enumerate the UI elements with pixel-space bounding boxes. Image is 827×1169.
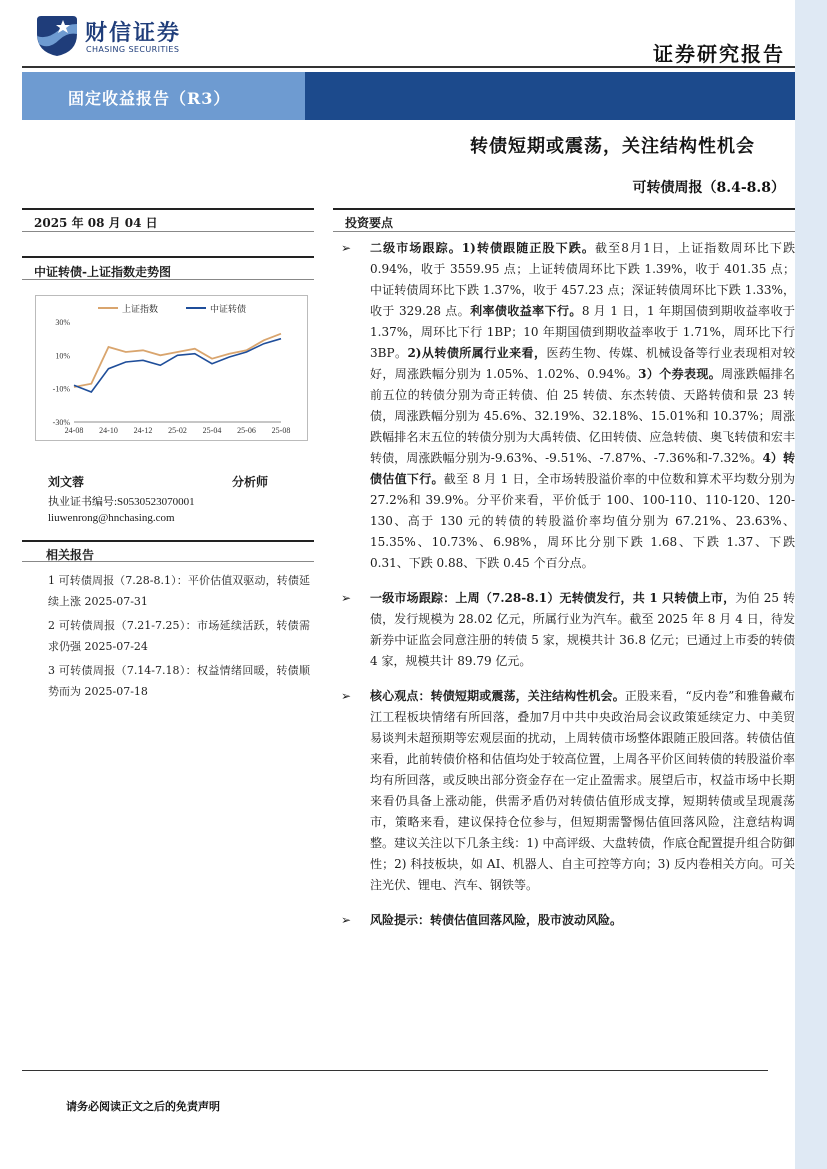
report-title: 转债短期或震荡，关注结构性机会: [470, 136, 755, 157]
brand-logo-mark: [33, 12, 79, 58]
arrow-bullet-icon: ➢: [341, 241, 352, 255]
y-tick-label: -30%: [52, 418, 70, 427]
y-tick-label: -10%: [52, 384, 70, 394]
brand-name-en: CHASING SECURITIES: [86, 45, 180, 54]
arrow-bullet-icon: ➢: [341, 689, 352, 703]
bullet-lead: 核心观点：转债短期或震荡，关注结构性机会。: [370, 689, 625, 703]
banner-accent: [22, 72, 305, 120]
analyst-email[interactable]: liuwenrong@hnchasing.com: [48, 512, 175, 524]
bullet-text: 截至 8 月 1 日，全市场转股溢价率的中位数和算术平均数分别为 27.2%和 39.9%。分平价来看，平价低于 100、100-110、110-120、120-130、高于 130 元的转债的转股溢价率均值分别为 67.21%、23.63%、15.35%、10.73%、6.98%，周环比分别下跌 1.68、下跌 1.37、下跌 0.31、下跌 0.88、下跌 0.45 个百分点。: [370, 472, 795, 570]
disclaimer[interactable]: 请务必阅读正文之后的免责声明: [66, 1100, 220, 1113]
y-axis: [53, 318, 281, 427]
y-tick-label: 30%: [55, 318, 70, 327]
bullet-text: 医药生物、传媒、机械设备等行业表现相对较好，周涨跌幅分别为 1.05%、1.02%、0.94%。: [370, 346, 796, 381]
bullet-text: 正股来看，“反内卷”和雅鲁藏布江工程板块情绪有所回落，叠加7月中共中央政治局会议政策延续定力、中美贸易谈判未超预期等宏观层面的扰动，上周转债市场整体跟随正股回落。转债估值来看，此前转债价格和估值均处于较高位置，上周各平价区间转债的转股溢价率均有所回落，或反映出部分资金存在一定止盈需求。展望后市，权益市场中长期来看仍具备上涨动能，供需矛盾仍对转债估值形成支撑，短期转债或呈现震荡市，策略来看，建议保持仓位参与，但短期需警惕估值回落风险，注意结构调整。建议关注以下几条主线：1) 中高评级、大盘转债，作底仓配置提升组合防御性；2) 科技板块，如 AI、机器人、自主可控等方向；3) 反内卷相关方向。可关注光伏、锂电、汽车、钢铁等。: [370, 689, 795, 892]
legend-label-shanghai: 上证指数: [122, 304, 159, 314]
series-line-shanghai: [74, 334, 281, 387]
bullet-bold: 4）转债估值下行。: [370, 451, 795, 486]
bullet-bold: 利率债收益率下行。: [470, 304, 582, 318]
y-tick-label: 10%: [55, 351, 70, 361]
category-banner: [22, 72, 795, 120]
x-tick-label: 25-08: [271, 426, 291, 435]
brand-logo: [33, 12, 203, 62]
related-item[interactable]: 2 可转债周报（7.21-7.25）：市场延续活跃，转债需求仍强 2025-07-24: [48, 619, 310, 653]
analyst-name: 刘文蓉: [48, 475, 85, 489]
chart-legend: [98, 303, 246, 314]
bullet-text: 为伯 25 转债，发行规模为 28.02 亿元，所属行业为汽车。截至 2025 年 8 月 4 日，待发新券中证监会同意注册的转债 5 家，规模共计 36.8 亿元；已通过上市委的转债 4 家，规模共计 89.79 亿元。: [370, 591, 795, 668]
bullet-lead: 风险提示：转债估值回落风险，股市波动风险。: [370, 913, 623, 927]
bullet-core-view: [333, 686, 795, 896]
related-heading: 相关报告: [22, 540, 314, 562]
analyst-license: 执业证书编号:S0530523070001: [48, 496, 195, 508]
analyst-role: 分析师: [232, 475, 269, 489]
x-tick-label: 24-08: [64, 426, 84, 435]
x-tick-label: 25-02: [168, 426, 187, 435]
arrow-bullet-icon: ➢: [341, 591, 352, 605]
x-tick-label: 24-12: [133, 426, 153, 435]
bullet-text: 截至8月1日，上证指数周环比下跌 0.94%，收于 3559.95 点；上证转债周环比下跌 1.39%，收于 401.35 点；中证转债周环比下跌 1.37%，收于 457.23 点；深证转债周环比下跌 1.33%，收于 329.28 点。: [370, 241, 795, 318]
bullet-risk: [333, 910, 795, 931]
bottom-divider: [22, 1070, 768, 1071]
report-date: 2025 年 08 月 04 日: [34, 216, 158, 230]
x-tick-label: 24-10: [99, 426, 118, 435]
chart-series: [74, 334, 281, 392]
arrow-bullet-icon: ➢: [341, 913, 352, 927]
bullet-text: 8 月 1 日，1 年期国债到期收益率收于 1.37%，周环比下行 1BP；10 年期国债到期收益率收于 1.71%，周环比下行 3BP。: [370, 304, 795, 360]
bullet-lead: 二级市场跟踪。1)转债跟随正股下跌。: [370, 241, 595, 255]
key-points-heading: 投资要点: [333, 208, 795, 232]
legend-label-cb: 中证转债: [210, 304, 247, 314]
trend-chart-svg: [36, 296, 307, 440]
brand-name-cn: 财信证券: [85, 21, 182, 46]
bullet-lead: 一级市场跟踪：上周（7.28-8.1）无转债发行，共 1 只转债上市，: [370, 591, 736, 605]
date-section: [22, 208, 314, 232]
related-list: [48, 570, 310, 705]
bullet-primary-market: [333, 588, 795, 672]
bullet-bold: 3）个券表现。: [638, 367, 722, 381]
bullet-secondary-market: [333, 238, 795, 574]
report-subtitle: 可转债周报（8.4-8.8）: [632, 180, 785, 196]
main-content: [333, 208, 796, 927]
left-sidebar: [22, 208, 314, 698]
analyst-info: [48, 473, 318, 526]
chart-heading: 中证转债-上证指数走势图: [22, 256, 314, 280]
key-points-list: [333, 238, 795, 945]
x-axis: [65, 426, 291, 435]
series-line-cb: [74, 339, 281, 392]
x-tick-label: 25-04: [202, 426, 222, 435]
side-stripe: [795, 0, 827, 1169]
top-divider: [22, 66, 795, 68]
x-tick-label: 25-06: [237, 426, 256, 435]
report-type: 证券研究报告: [653, 42, 785, 66]
trend-chart: [35, 295, 308, 441]
banner-label: 固定收益报告（R3）: [68, 89, 231, 108]
related-item[interactable]: 1 可转债周报（7.28-8.1）：平价估值双驱动，转债延续上涨 2025-07-31: [48, 574, 310, 608]
related-item[interactable]: 3 可转债周报（7.14-7.18）：权益情绪回暖，转债顺势而为 2025-07-18: [48, 664, 310, 698]
bullet-text: 周涨跌幅排名前五位的转债分别为奇正转债、伯 25 转债、东杰转债、天路转债和景 23 转债，周涨跌幅分别为 45.6%、32.19%、32.18%、15.01%和 10.37%；周涨跌幅排名末五位的转债分别为大禹转债、亿田转债、应急转债、奥飞转债和宏丰转债，周涨跌幅分别为-9.63%、-9.51%、-7.87%、-7.36%和-7.32%。: [370, 367, 795, 465]
bullet-bold: 2)从转债所属行业来看，: [407, 346, 547, 360]
